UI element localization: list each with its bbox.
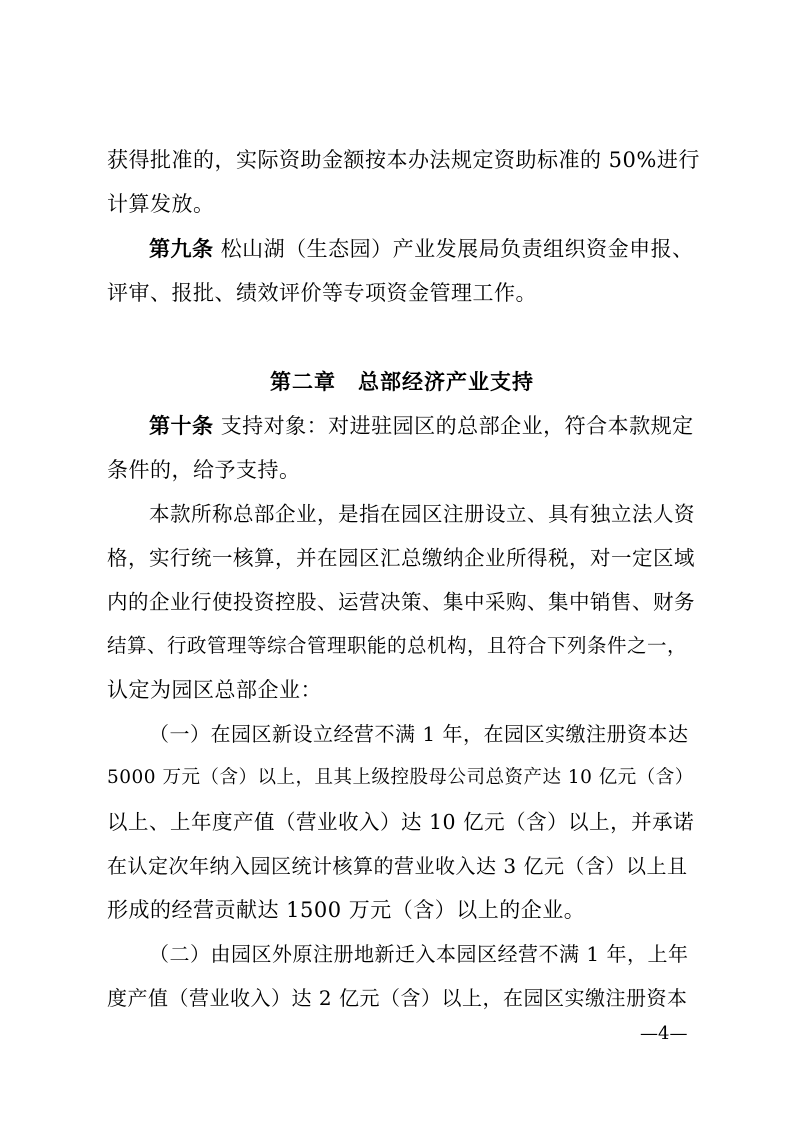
article-10-text: 支持对象：对进驻园区的总部企业，符合本款规定: [220, 414, 694, 438]
article-8-continuation-line-1: 获得批准的，实际资助金额按本办法规定资助标准的 50%进行: [107, 148, 700, 172]
item-1-line-5: 形成的经营贡献达 1500 万元（含）以上的企业。: [107, 898, 586, 922]
item-1-line-2: 5000 万元（含）以上，且其上级控股母公司总资产达 10 亿元（含）: [107, 767, 694, 788]
hq-definition-line-2: 格，实行统一核算，并在园区汇总缴纳企业所得税，对一定区域: [107, 546, 695, 570]
item-1-line-1: （一）在园区新设立经营不满 1 年，在园区实缴注册资本达: [149, 722, 689, 746]
item-1-line-4: 在认定次年纳入园区统计核算的营业收入达 3 亿元（含）以上且: [107, 854, 688, 878]
item-1-line-3: 以上、上年度产值（营业收入）达 10 亿元（含）以上，并承诺: [107, 810, 695, 834]
article-9-line-2: 评审、报批、绩效评价等专项资金管理工作。: [107, 281, 537, 305]
item-2-line-1: （二）由园区外原注册地新迁入本园区经营不满 1 年，上年: [149, 942, 689, 966]
hq-definition-line-3: 内的企业行使投资控股、运营决策、集中采购、集中销售、财务: [107, 590, 695, 614]
chapter-heading: 第二章 总部经济产业支持: [270, 370, 534, 394]
article-9-line-1: [149, 235, 694, 263]
hq-definition-line-4: 结算、行政管理等综合管理职能的总机构，且符合下列条件之一，: [107, 634, 688, 657]
article-10-label: 第十条: [149, 414, 214, 438]
article-9-label: 第九条: [149, 237, 214, 261]
hq-definition-line-1: 本款所称总部企业，是指在园区注册设立、具有独立法人资: [149, 502, 695, 526]
article-9-text: 松山湖（生态园）产业发展局负责组织资金申报、: [220, 237, 694, 261]
article-10-line-2: 条件的，给予支持。: [107, 458, 301, 482]
article-8-continuation-line-2: 计算发放。: [107, 192, 215, 216]
page-number: —4—: [640, 1023, 688, 1044]
article-10-line-1: [149, 412, 694, 440]
item-2-line-2: 度产值（营业收入）达 2 亿元（含）以上，在园区实缴注册资本: [107, 986, 688, 1010]
hq-definition-line-5: 认定为园区总部企业：: [107, 678, 322, 702]
